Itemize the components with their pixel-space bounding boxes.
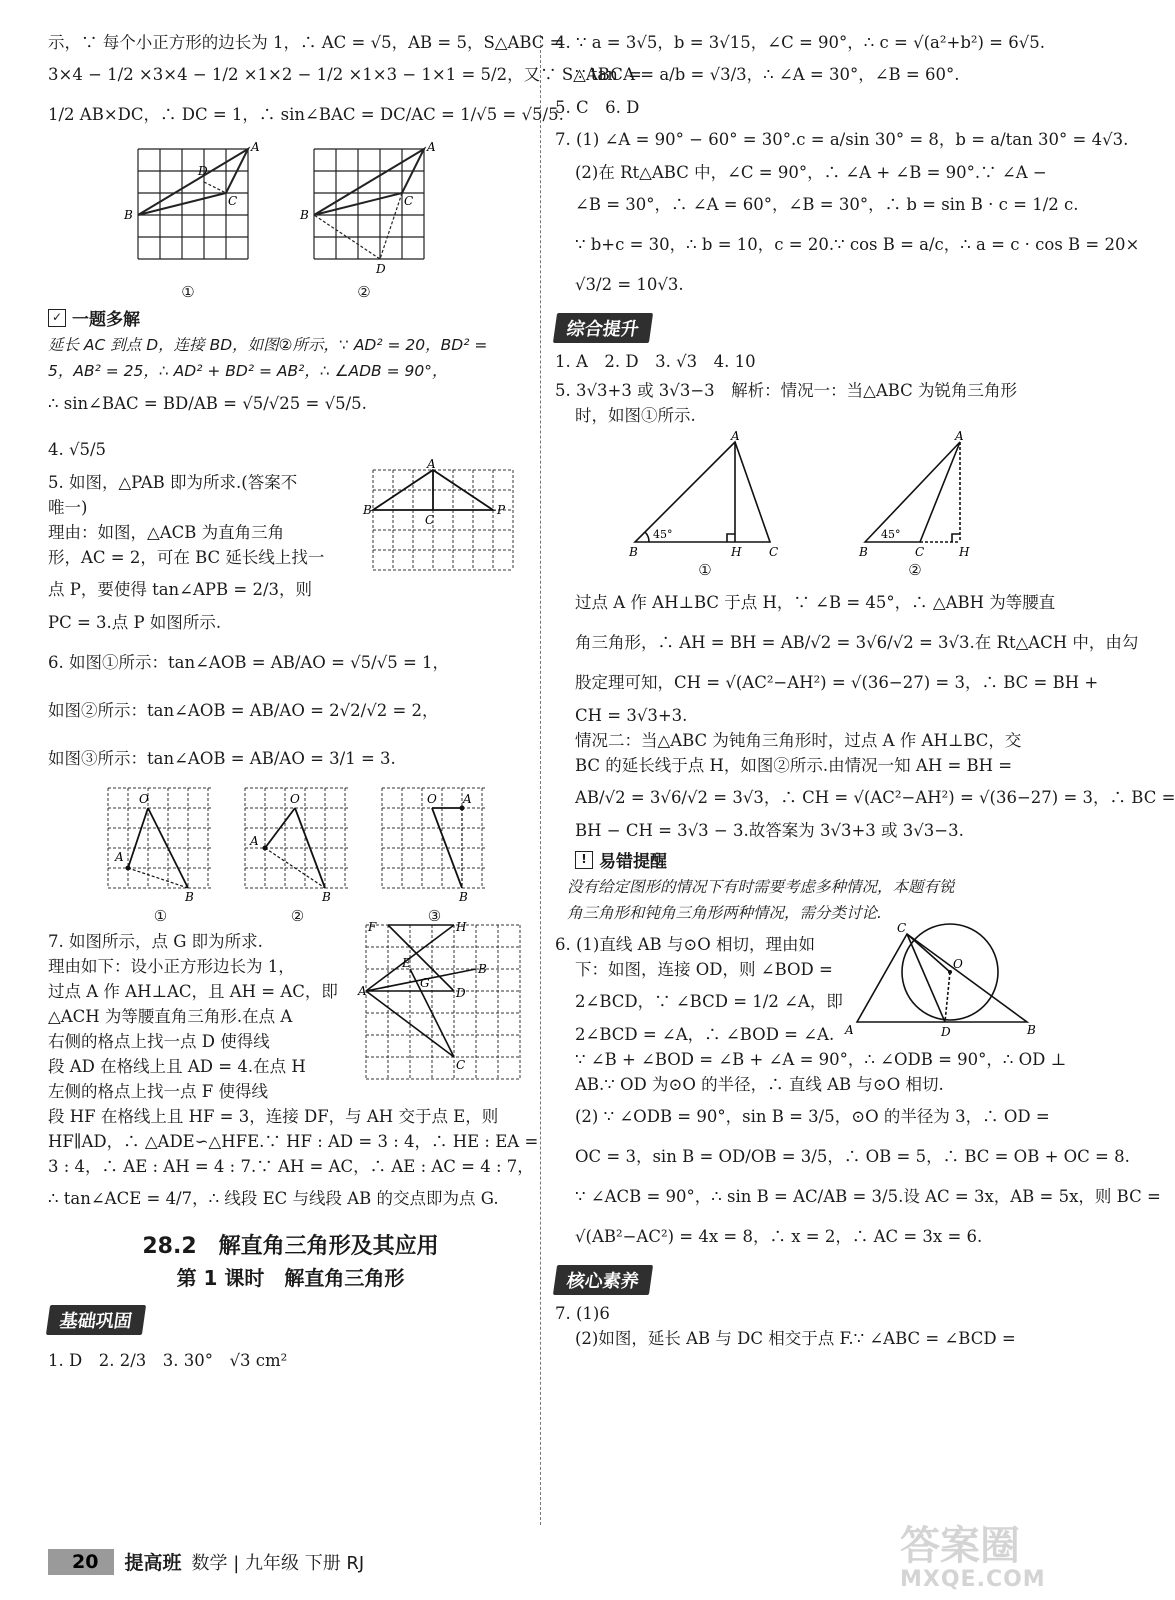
figure-caption: ② [908, 561, 922, 579]
text-line: ∵ ∠B + ∠BOD = ∠B + ∠A = 90°，∴ ∠ODB = 90°，∴ OD ⊥ [575, 1050, 1067, 1069]
text-line: 过点 A 作 AH⊥BC 于点 H，∵ ∠B = 45°，∴ △ABH 为等腰直 [575, 593, 1056, 612]
text-line: 3 : 4，∴ AE : AH = 4 : 7.∵ AH = AC，∴ AE : AC = 4 : 7， [48, 1157, 534, 1176]
svg-text:H: H [959, 545, 970, 559]
svg-text:B: B [124, 208, 133, 222]
page-number: 20 [48, 1549, 114, 1575]
acute-triangle-figure [625, 429, 785, 559]
q5-grid-figure [363, 457, 523, 580]
text-line: ∠B = 30°，∴ ∠A = 60°，∠B = 30°，∴ b = sin B · c = 1/2 c. [575, 195, 1079, 214]
q5-block [48, 457, 533, 635]
svg-text:45°: 45° [653, 528, 673, 541]
text-line: ∵ tan A = a/b = √3/3，∴ ∠A = 30°，∠B = 60°. [575, 65, 960, 84]
svg-text:O: O [427, 792, 437, 806]
text-line: AB/√2 = 3√6/√2 = 3√3，∴ CH = √(AC²−AH²) = √(36−27) = 3，∴ BC = [575, 788, 1175, 807]
svg-text:A: A [251, 140, 260, 154]
circle-tangent-figure [845, 922, 1040, 1042]
q7-block [48, 920, 539, 1219]
q6-grid-1 [103, 783, 218, 903]
text-line: √3/2 = 10√3. [575, 275, 684, 294]
svg-text:O: O [139, 792, 149, 806]
svg-text:C: C [769, 545, 779, 559]
text-line: 2∠BCD = ∠A，∴ ∠BOD = ∠A. [575, 1025, 835, 1044]
section-bar-basic: 基础巩固 [46, 1305, 146, 1335]
q7-grid-figure [358, 917, 528, 1092]
text-line: 股定理可知，CH = √(AC²−AH²) = √(36−27) = 3，∴ BC = BH + [575, 673, 1099, 692]
svg-text:H: H [456, 920, 467, 934]
figure-caption: ③ [427, 907, 442, 925]
svg-text:A: A [358, 984, 367, 998]
svg-text:B: B [859, 545, 868, 559]
check-box-icon: ✓ [48, 309, 66, 327]
svg-text:B: B [300, 208, 309, 222]
tip-header [575, 847, 1055, 872]
text-line: CH = 3√3+3. [575, 706, 688, 725]
q6-grid-2 [240, 783, 355, 903]
watermark-url: MXQE.COM [900, 1567, 1046, 1592]
text-line: (2)如图，延长 AB 与 DC 相交于点 F.∵ ∠ABC = ∠BCD = [575, 1329, 1016, 1348]
text-line: 形，AC = 2，可在 BC 延长线上找一 [48, 548, 325, 567]
text-line: 点 P，要使得 tan∠APB = 2/3，则 [48, 580, 313, 599]
s5-figures [625, 429, 1055, 579]
q6-grid-3 [377, 783, 492, 903]
grid-figure-1 [108, 139, 268, 279]
text-line: (2) ∵ ∠ODB = 90°，sin B = 3/5，⊙O 的半径为 3，∴ OD = [575, 1107, 1050, 1126]
svg-text:A: A [845, 1023, 854, 1037]
section-title: 28.2 解直角三角形及其应用 [142, 1234, 439, 1259]
text-line: 唯一) [48, 498, 88, 517]
svg-text:C: C [404, 194, 414, 208]
text-line: 角三角形，∴ AH = BH = AB/√2 = 3√6/√2 = 3√3.在 Rt△ACH 中，由勾 [575, 633, 1139, 652]
svg-text:A: A [250, 834, 259, 848]
svg-text:E: E [402, 956, 411, 970]
text-line: 如图②所示：tan∠AOB = AB/AO = 2√2/√2 = 2， [48, 701, 439, 720]
svg-text:O: O [290, 792, 300, 806]
text-line: AB.∵ OD 为⊙O 的半径，∴ 直线 AB 与⊙O 相切. [575, 1075, 944, 1094]
text-line: 如图③所示：tan∠AOB = AB/AO = 3/1 = 3. [48, 749, 396, 768]
text-line: 3×4 − 1/2 ×3×4 − 1/2 ×1×2 − 1/2 ×1×3 − 1×1 = 5/2，又∵ S△ABC = [48, 65, 642, 84]
text-line: 7. 如图所示，点 G 即为所求. [48, 932, 263, 951]
svg-text:C: C [456, 1058, 466, 1072]
text-line: 6. (1)直线 AB 与⊙O 相切，理由如 [555, 935, 815, 954]
svg-text:A: A [955, 429, 964, 443]
text-line: 5. C 6. D [555, 98, 640, 117]
watermark [900, 1525, 1080, 1595]
book-series: 提高班 [124, 1552, 182, 1574]
s6-block [555, 921, 1161, 1257]
svg-text:B: B [629, 545, 638, 559]
svg-text:A: A [115, 850, 124, 864]
text-line: BC 的延长线于点 H，如图②所示.由情况一知 AH = BH = [575, 756, 1013, 775]
s5-figure-2 [855, 429, 975, 579]
figure-1 [108, 139, 268, 301]
q6-figures [103, 783, 533, 925]
text-line: 5. 3√3+3 或 3√3−3 解析：情况一：当△ABC 为锐角三角形 [555, 381, 1018, 400]
text-line: 延长 AC 到点 D，连接 BD，如图②所示，∵ AD² = 20，BD² = [48, 336, 488, 354]
text-line: PC = 3.点 P 如图所示. [48, 613, 222, 632]
svg-text:B: B [322, 890, 331, 904]
svg-text:A: A [427, 457, 436, 471]
svg-text:B: B [185, 890, 194, 904]
svg-text:O: O [953, 957, 963, 971]
text-line: 4. ∵ a = 3√5，b = 3√15，∠C = 90°，∴ c = √(a²+b²) = 6√5. [555, 33, 1045, 52]
text-line: ∵ b+c = 30，∴ b = 10，c = 20.∵ cos B = a/c，∴ a = c · cos B = 20× [575, 235, 1140, 254]
q6-figure-1 [103, 783, 218, 925]
page-footer [48, 1548, 364, 1575]
text-line: 2∠BCD，∵ ∠BCD = 1/2 ∠A，即 [575, 992, 843, 1011]
svg-text:D: D [456, 986, 466, 1000]
svg-text:H: H [731, 545, 742, 559]
svg-text:C: C [425, 513, 435, 527]
text-line: 没有给定图形的情况下有时需要考虑多种情况，本题有锐 [567, 878, 955, 896]
text-line: ∴ tan∠ACE = 4/7，∴ 线段 EC 与线段 AB 的交点即为点 G. [48, 1189, 499, 1208]
text-line: 示，∵ 每个小正方形的边长为 1，∴ AC = √5，AB = 5，S△ABC = [48, 33, 564, 52]
svg-text:B: B [1027, 1023, 1036, 1037]
svg-text:45°: 45° [881, 528, 901, 541]
svg-text:C: C [897, 921, 907, 935]
figure-caption: ② [357, 283, 371, 301]
text-line: △ACH 为等腰直角三角形.在点 A [48, 1007, 293, 1026]
watermark-text: 答案圈 [900, 1523, 1020, 1569]
text-line: 段 HF 在格线上且 HF = 3，连接 DF，与 AH 交于点 E，则 [48, 1107, 499, 1126]
text-line: OC = 3，sin B = OD/OB = 3/5，∴ OB = 5，∴ BC = OB + OC = 8. [575, 1147, 1130, 1166]
text-line: HF∥AD，∴ △ADE∽△HFE.∵ HF : AD = 3 : 4，∴ HE : EA = [48, 1132, 539, 1151]
svg-text:D: D [376, 262, 386, 276]
text-line: 时，如图①所示. [575, 406, 696, 425]
figure-caption: ② [290, 907, 305, 925]
text-line: 5，AB² = 25，∴ AD² + BD² = AB²，∴ ∠ADB = 90°， [48, 362, 448, 380]
svg-text:P: P [497, 503, 506, 517]
book-detail: 数学 | 九年级 下册 RJ [191, 1552, 365, 1574]
text-line: ∵ ∠ACB = 90°，∴ sin B = AC/AB = 3/5.设 AC = 3x，AB = 5x，则 BC = [575, 1187, 1161, 1206]
column-divider [540, 35, 541, 1525]
text-line: ∴ sin∠BAC = BD/AB = √5/√25 = √5/5. [48, 394, 367, 413]
text-line: BH − CH = 3√3 − 3.故答案为 3√3+3 或 3√3−3. [575, 821, 964, 840]
figure-2 [284, 139, 444, 301]
exclamation-icon: ! [575, 851, 593, 869]
svg-text:D: D [941, 1025, 951, 1039]
figure-caption: ① [153, 907, 168, 925]
figure-caption: ① [181, 283, 195, 301]
tip-title: 易错提醒 [599, 852, 667, 872]
section-bar-synth: 综合提升 [553, 313, 653, 343]
text-line: (2)在 Rt△ABC 中，∠C = 90°，∴ ∠A + ∠B = 90°.∵ ∠A − [575, 163, 1047, 182]
text-line: 左侧的格点上找一点 F 使得线 [48, 1082, 268, 1101]
svg-text:D: D [198, 164, 208, 178]
svg-text:A: A [427, 140, 436, 154]
text-line: 情况二：当△ABC 为钝角三角形时，过点 A 作 AH⊥BC，交 [575, 731, 1022, 750]
basic-answers: 1. D 2. 2/3 3. 30° √3 cm² [48, 1351, 288, 1370]
text-line: 6. 如图①所示：tan∠AOB = AB/AO = √5/√5 = 1， [48, 653, 450, 672]
text-line: 角三角形和钝角三角形两种情况，需分类讨论. [567, 904, 882, 922]
svg-text:F: F [368, 920, 377, 934]
svg-text:G: G [420, 976, 430, 990]
figure-row-grid [108, 139, 533, 301]
svg-text:A: A [463, 792, 472, 806]
s5-figure-1 [625, 429, 785, 579]
svg-text:B: B [459, 890, 468, 904]
text-line: 右侧的格点上找一点 D 使得线 [48, 1032, 270, 1051]
svg-text:A: A [731, 429, 740, 443]
svg-text:C: C [915, 545, 925, 559]
lesson-title: 第 1 课时 解直角三角形 [176, 1266, 405, 1290]
text-line: 5. 如图，△PAB 即为所求.(答案不 [48, 473, 298, 492]
tip-title: 一题多解 [72, 310, 140, 330]
text-line: 过点 A 作 AH⊥AC，且 AH = AC，即 [48, 982, 338, 1001]
grid-figure-2 [284, 139, 444, 279]
text-line: √(AB²−AC²) = 4x = 8，∴ x = 2，∴ AC = 3x = 6. [575, 1227, 983, 1246]
right-column [555, 30, 1175, 1351]
text-line: 理由：如图，△ACB 为直角三角 [48, 523, 285, 542]
q6-figure-2 [240, 783, 355, 925]
svg-text:B: B [478, 962, 487, 976]
text-line: 理由如下：设小正方形边长为 1， [48, 957, 295, 976]
text-line: 7. (1)6 [555, 1304, 610, 1323]
q6-figure-3 [377, 783, 492, 925]
svg-text:C: C [228, 194, 238, 208]
text-line: 1/2 AB×DC，∴ DC = 1，∴ sin∠BAC = DC/AC = 1/√5 = √5/5. [48, 105, 564, 124]
tip-header [48, 305, 533, 330]
answer-4: 4. √5/5 [48, 440, 107, 459]
text-line: 7. (1) ∠A = 90° − 60° = 30°.c = a/sin 30° = 8，b = a/tan 30° = 4√3. [555, 130, 1129, 149]
section-bar-core: 核心素养 [553, 1265, 653, 1295]
obtuse-triangle-figure [855, 429, 975, 559]
text-line: 段 AD 在格线上且 AD = 4.在点 H [48, 1057, 306, 1076]
synth-answers: 1. A 2. D 3. √3 4. 10 [555, 352, 756, 371]
text-line: 下：如图，连接 OD，则 ∠BOD = [575, 960, 833, 979]
figure-caption: ① [698, 561, 712, 579]
svg-text:B: B [363, 503, 372, 517]
